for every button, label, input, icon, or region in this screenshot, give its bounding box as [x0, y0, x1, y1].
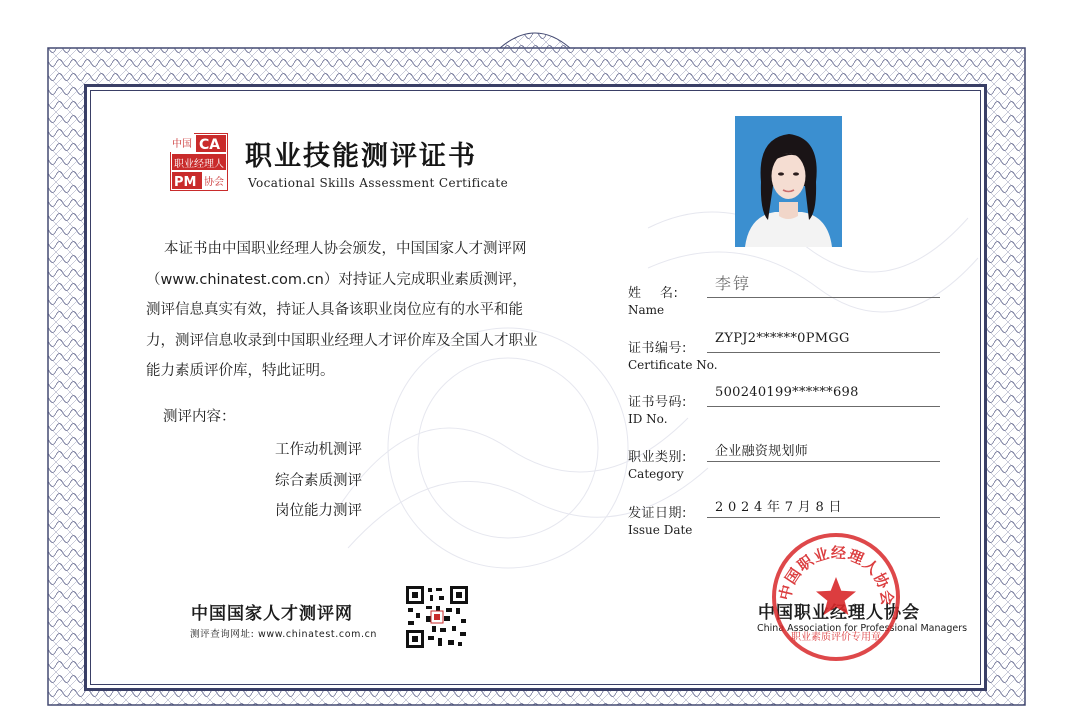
seal-arc-text: 中国职业经理人协会: [775, 543, 897, 608]
field-issue-date-label-en: Issue Date: [628, 523, 693, 537]
pm-association-name-en: China Association for Professional Managers: [757, 623, 968, 634]
certificate-title-en: Vocational Skills Assessment Certificate: [248, 176, 509, 190]
field-underline: [707, 461, 940, 462]
holder-photo: [735, 116, 842, 247]
field-id-no-label-en: ID No.: [628, 412, 668, 426]
field-name-value: 李𬭚: [715, 274, 752, 293]
field-name-label: 姓 名:: [628, 286, 679, 301]
assessment-content-label: 测评内容：: [163, 409, 236, 425]
logo-text-pm: PM: [174, 175, 197, 190]
field-underline: [707, 352, 940, 353]
field-issue-date-label: 发证日期:: [628, 506, 687, 521]
field-id-no-label: 证书号码:: [628, 395, 687, 410]
seal-bottom-text: 职业素质评价专用章: [791, 632, 881, 643]
logo-text-pm-title: 职业经理人: [174, 159, 224, 170]
field-underline: [707, 297, 940, 298]
field-name: [628, 276, 940, 326]
chinatest-website: 测评查询网址: www.chinatest.com.cn: [190, 629, 378, 640]
official-seal: [771, 532, 901, 662]
field-underline: [707, 517, 940, 518]
field-category: [628, 440, 940, 490]
field-name-label-en: Name: [628, 303, 665, 317]
pm-association-name: 中国职业经理人协会: [758, 603, 920, 623]
association-logo: [170, 133, 228, 191]
seal-star-icon: [816, 577, 856, 615]
assessment-item: 岗位能力测评: [275, 503, 362, 519]
field-certificate-no-label: 证书编号:: [628, 341, 687, 356]
field-category-label-en: Category: [628, 467, 684, 481]
logo-text-cn: 中国: [172, 139, 192, 150]
logo-text-ca: CA: [199, 137, 221, 153]
qr-code[interactable]: [406, 586, 468, 648]
chinatest-org-name: 中国国家人才测评网: [191, 604, 353, 624]
field-category-label: 职业类别:: [628, 450, 687, 465]
field-certificate-no-value: ZYPJ2******0PMGG: [715, 331, 850, 346]
assessment-item: 工作动机测评: [275, 442, 362, 458]
certificate-statement: 本证书由中国职业经理人协会颁发，中国国家人才测评网（www.chinatest.com.cn）对持证人完成职业素质测评，测评信息真实有效，持证人具备该职业岗位应有的水平和能力，测评信息收录到中国职业经理人才评价库及全国人才职业能力素质评价库，特此证明。: [146, 241, 538, 379]
field-id-no-value: 500240199******698: [715, 385, 859, 400]
certificate-title: 职业技能测评证书: [245, 141, 477, 172]
assessment-item: 综合素质测评: [275, 473, 362, 489]
logo-text-assoc: 协会: [204, 177, 224, 188]
field-issue-date-value: 2 0 2 4 年 7 月 8 日: [715, 500, 842, 515]
field-category-value: 企业融资规划师: [715, 444, 809, 459]
field-id-no: [628, 385, 940, 435]
field-underline: [707, 406, 940, 407]
field-certificate-no: [628, 331, 940, 381]
field-certificate-no-label-en: Certificate No.: [628, 358, 718, 372]
